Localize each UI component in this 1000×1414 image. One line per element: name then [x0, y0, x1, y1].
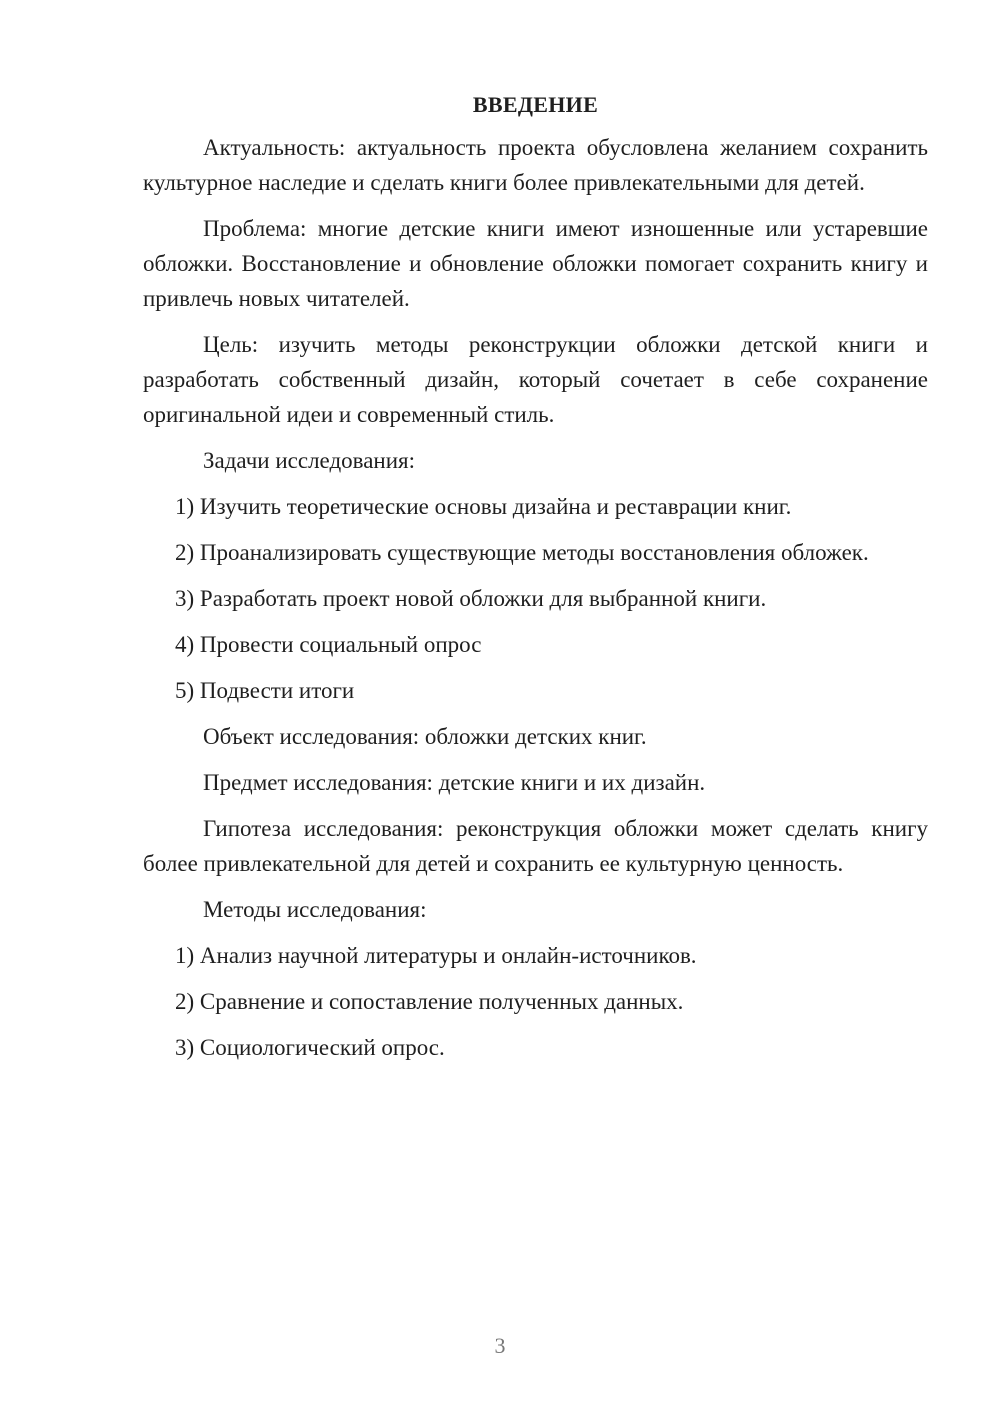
list-item: 1) Изучить теоретические основы дизайна и реставрации книг.	[175, 494, 792, 519]
tasks-list	[143, 489, 928, 708]
problem-paragraph: Проблема: многие детские книги имеют изношенные или устаревшие обложки. Восстановление и обновление обложки помогает сохранить книгу и привлечь новых читателей.	[143, 216, 928, 311]
list-item: 1) Анализ научной литературы и онлайн-источников.	[175, 943, 697, 968]
list-item: 3) Социологический опрос.	[175, 1035, 445, 1060]
actuality-paragraph: Актуальность: актуальность проекта обусловлена желанием сохранить культурное наследие и сделать книги более привлекательными для детей.	[143, 135, 928, 195]
methods-heading: Методы исследования:	[203, 897, 427, 922]
list-item: 2) Проанализировать существующие методы восстановления обложек.	[175, 540, 869, 565]
document-page	[143, 90, 928, 1076]
methods-list	[143, 938, 928, 1065]
list-item: 2) Сравнение и сопоставление полученных данных.	[175, 989, 684, 1014]
list-item: 3) Разработать проект новой обложки для выбранной книги.	[175, 586, 767, 611]
list-item: 4) Провести социальный опрос	[175, 632, 482, 657]
goal-paragraph: Цель: изучить методы реконструкции обложки детской книги и разработать собственный дизайн, который сочетает в себе сохранение оригинальной идеи и современный стиль.	[143, 332, 928, 427]
tasks-heading: Задачи исследования:	[203, 448, 416, 473]
object-paragraph: Объект исследования: обложки детских книг.	[203, 724, 647, 749]
subject-paragraph: Предмет исследования: детские книги и их дизайн.	[203, 770, 706, 795]
page-number: 3	[494, 1333, 506, 1358]
hypothesis-paragraph: Гипотеза исследования: реконструкция обложки может сделать книгу более привлекательной для детей и сохранить ее культурную ценность.	[143, 816, 928, 876]
section-title: ВВЕДЕНИЕ	[472, 92, 599, 117]
list-item: 5) Подвести итоги	[175, 678, 355, 703]
